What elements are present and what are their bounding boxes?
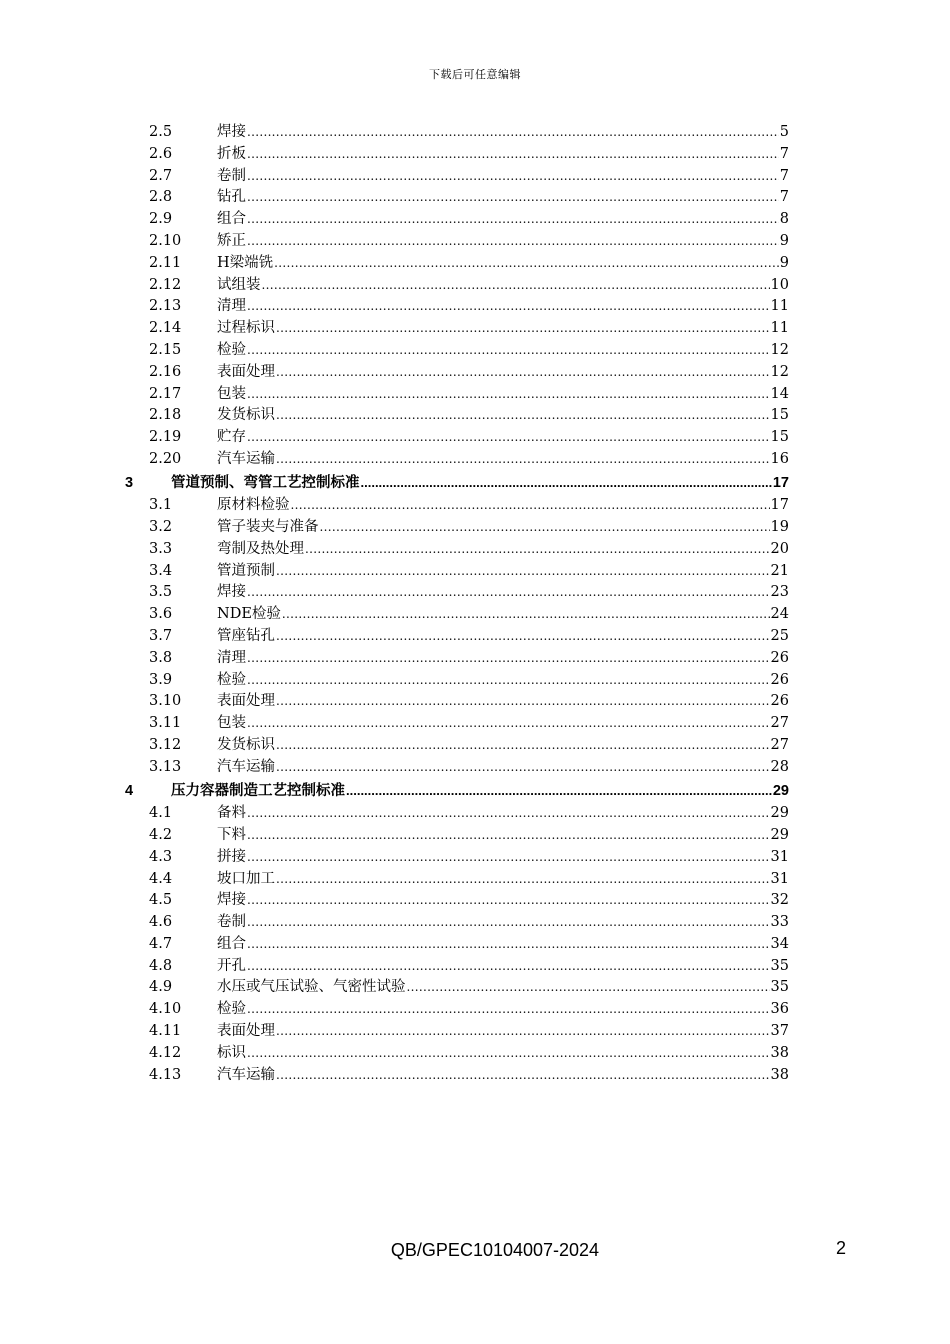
toc-dot-leader xyxy=(247,209,779,231)
toc-dot-leader xyxy=(276,561,770,583)
toc-dot-leader xyxy=(276,757,770,779)
toc-entry-number: 4.9 xyxy=(149,979,173,996)
toc-entry-number: 4.3 xyxy=(149,848,173,865)
document-code: QB/GPEC10104007-2024 xyxy=(390,1240,600,1260)
toc-entry-page: 27 xyxy=(770,715,789,732)
toc-dot-leader xyxy=(276,405,770,427)
toc-section-entry[interactable] xyxy=(125,209,789,231)
toc-dot-leader xyxy=(361,471,772,496)
toc-section-entry[interactable] xyxy=(125,691,789,713)
toc-entry-title: 组合 xyxy=(217,935,246,952)
toc-section-entry[interactable] xyxy=(125,318,789,340)
toc-entry-number: 4.4 xyxy=(149,870,173,887)
toc-entry-page: 31 xyxy=(770,848,789,865)
toc-entry-number: 2.11 xyxy=(149,254,182,271)
toc-dot-leader xyxy=(247,144,779,166)
toc-entry-title: 卷制 xyxy=(217,914,246,931)
toc-section-entry[interactable] xyxy=(125,1065,789,1087)
toc-dot-leader xyxy=(407,977,770,999)
toc-entry-page: 27 xyxy=(770,737,789,754)
toc-entry-page: 26 xyxy=(770,671,789,688)
toc-dot-leader xyxy=(346,779,772,804)
toc-dot-leader xyxy=(247,231,779,253)
toc-entry-page: 25 xyxy=(770,628,789,645)
toc-dot-leader xyxy=(282,604,770,626)
toc-section-entry[interactable] xyxy=(125,934,789,956)
toc-entry-number: 3.2 xyxy=(149,519,173,536)
toc-entry-number: 2.18 xyxy=(149,407,182,424)
toc-entry-title: 标识 xyxy=(217,1044,246,1061)
toc-entry-page: 11 xyxy=(770,298,789,315)
toc-entry-title: 检验 xyxy=(217,341,246,358)
toc-entry-title: 卷制 xyxy=(217,167,246,184)
toc-dot-leader xyxy=(262,275,770,297)
toc-entry-number: 4.10 xyxy=(149,1001,182,1018)
toc-entry-page: 29 xyxy=(770,805,789,822)
toc-section-entry[interactable] xyxy=(125,825,789,847)
toc-entry-title: 包装 xyxy=(217,385,246,402)
toc-entry-page: 32 xyxy=(770,892,789,909)
toc-chapter-entry[interactable] xyxy=(125,779,789,804)
toc-dot-leader xyxy=(247,912,770,934)
toc-dot-leader xyxy=(276,626,770,648)
toc-entry-title: 拼接 xyxy=(217,848,246,865)
toc-entry-page: 35 xyxy=(770,979,789,996)
toc-dot-leader xyxy=(247,956,770,978)
toc-dot-leader xyxy=(247,384,770,406)
toc-entry-title: 管道预制 xyxy=(217,562,275,579)
page-number: 2 xyxy=(835,1238,846,1258)
toc-entry-number: 2.14 xyxy=(149,320,182,337)
toc-entry-number: 2.15 xyxy=(149,341,182,358)
toc-entry-number: 2.12 xyxy=(149,276,182,293)
toc-section-entry[interactable] xyxy=(125,648,789,670)
toc-dot-leader xyxy=(247,934,770,956)
toc-entry-title: 焊接 xyxy=(217,124,246,140)
toc-dot-leader xyxy=(247,582,770,604)
toc-entry-title: 管座钻孔 xyxy=(217,628,275,645)
toc-entry-title: 坡口加工 xyxy=(217,870,275,887)
toc-section-entry[interactable] xyxy=(125,539,789,561)
toc-entry-page: 21 xyxy=(770,562,789,579)
toc-entry-title: 管道预制、弯管工艺控制标准 xyxy=(171,474,360,491)
toc-section-entry[interactable] xyxy=(125,626,789,648)
toc-entry-title: 焊接 xyxy=(217,892,246,909)
toc-entry-number: 2.13 xyxy=(149,298,182,315)
toc-entry-title: 表面处理 xyxy=(217,363,275,380)
toc-section-entry[interactable] xyxy=(125,384,789,406)
toc-section-entry[interactable] xyxy=(125,231,789,253)
toc-entry-page: 17 xyxy=(772,474,789,491)
toc-entry-title: 管子装夹与准备 xyxy=(217,519,319,536)
toc-section-entry[interactable] xyxy=(125,144,789,166)
toc-entry-number: 4.2 xyxy=(149,826,173,843)
toc-dot-leader xyxy=(276,691,770,713)
toc-section-entry[interactable] xyxy=(125,847,789,869)
toc-section-entry[interactable] xyxy=(125,757,789,779)
toc-entry-title: 弯制及热处理 xyxy=(217,540,304,557)
toc-entry-number: 4.6 xyxy=(149,914,173,931)
toc-entry-title: 表面处理 xyxy=(217,693,275,710)
table-of-contents xyxy=(125,122,789,1086)
toc-dot-leader xyxy=(247,648,770,670)
toc-entry-number: 2.5 xyxy=(149,124,173,140)
toc-entry-number: 2.7 xyxy=(149,167,173,184)
toc-entry-page: 29 xyxy=(770,826,789,843)
toc-entry-number: 2.8 xyxy=(149,189,173,206)
toc-section-entry[interactable] xyxy=(125,187,789,209)
toc-entry-number: 3.5 xyxy=(149,584,173,601)
toc-dot-leader xyxy=(276,362,770,384)
toc-entry-page: 11 xyxy=(770,320,789,337)
toc-entry-number: 4.5 xyxy=(149,892,173,909)
toc-entry-page: 35 xyxy=(770,957,789,974)
header-note: 下载后可任意编辑 xyxy=(429,68,521,81)
toc-entry-page: 31 xyxy=(770,870,789,887)
toc-section-entry[interactable] xyxy=(125,340,789,362)
toc-entry-title: 检验 xyxy=(217,671,246,688)
toc-dot-leader xyxy=(276,1021,770,1043)
toc-section-entry[interactable] xyxy=(125,495,789,517)
toc-entry-page: 36 xyxy=(770,1001,789,1018)
toc-dot-leader xyxy=(247,713,770,735)
toc-entry-page: 7 xyxy=(779,145,789,162)
toc-section-entry[interactable] xyxy=(125,670,789,692)
toc-section-entry[interactable] xyxy=(125,166,789,188)
toc-section-entry[interactable] xyxy=(125,735,789,757)
toc-dot-leader xyxy=(247,187,779,209)
toc-section-entry[interactable] xyxy=(125,427,789,449)
toc-section-entry[interactable] xyxy=(125,517,789,539)
toc-entry-number: 4.11 xyxy=(149,1023,182,1040)
toc-entry-title: 钻孔 xyxy=(217,189,246,206)
toc-entry-title: 备料 xyxy=(217,805,246,822)
toc-entry-number: 3.9 xyxy=(149,671,173,688)
toc-dot-leader xyxy=(247,847,770,869)
toc-section-entry[interactable] xyxy=(125,604,789,626)
toc-entry-page: 19 xyxy=(770,519,789,536)
toc-entry-title: 包装 xyxy=(217,715,246,732)
toc-chapter-entry[interactable] xyxy=(125,471,789,496)
toc-dot-leader xyxy=(276,735,770,757)
toc-dot-leader xyxy=(247,1043,770,1065)
toc-dot-leader xyxy=(247,670,770,692)
toc-dot-leader xyxy=(247,999,770,1021)
toc-entry-title: 汽车运输 xyxy=(217,1066,275,1083)
toc-dot-leader xyxy=(276,318,770,340)
toc-entry-title: 焊接 xyxy=(217,584,246,601)
toc-dot-leader xyxy=(247,890,770,912)
toc-section-entry[interactable] xyxy=(125,803,789,825)
toc-entry-number: 3.13 xyxy=(149,758,182,775)
toc-entry-title: 组合 xyxy=(217,211,246,228)
toc-entry-number: 2.6 xyxy=(149,145,173,162)
toc-entry-title: 清理 xyxy=(217,298,246,315)
toc-entry-page: 38 xyxy=(770,1044,789,1061)
toc-section-entry[interactable] xyxy=(125,869,789,891)
toc-entry-number: 2.20 xyxy=(149,450,182,467)
toc-section-entry[interactable] xyxy=(125,912,789,934)
toc-section-entry[interactable] xyxy=(125,713,789,735)
toc-entry-title: 发货标识 xyxy=(217,737,275,754)
toc-section-entry[interactable] xyxy=(125,1021,789,1043)
toc-section-entry[interactable] xyxy=(125,977,789,999)
toc-dot-leader xyxy=(291,495,770,517)
toc-entry-title: 折板 xyxy=(217,145,246,162)
toc-dot-leader xyxy=(276,869,770,891)
toc-entry-page: 29 xyxy=(772,782,789,799)
toc-entry-number: 4.7 xyxy=(149,935,173,952)
toc-section-entry[interactable] xyxy=(125,956,789,978)
toc-entry-page: 10 xyxy=(770,276,789,293)
toc-section-entry[interactable] xyxy=(125,449,789,471)
toc-entry-page: 7 xyxy=(779,189,789,206)
toc-entry-page: 9 xyxy=(779,232,789,249)
toc-entry-page: 9 xyxy=(779,254,789,271)
toc-entry-title: 表面处理 xyxy=(217,1023,275,1040)
toc-entry-page: 33 xyxy=(770,914,789,931)
toc-entry-title: 原材料检验 xyxy=(217,497,290,514)
toc-section-entry[interactable] xyxy=(125,122,789,144)
toc-entry-number: 3.7 xyxy=(149,628,173,645)
toc-entry-title: 过程标识 xyxy=(217,320,275,337)
toc-entry-number: 2.17 xyxy=(149,385,182,402)
toc-entry-number: 4.8 xyxy=(149,957,173,974)
toc-entry-page: 26 xyxy=(770,693,789,710)
toc-entry-page: 34 xyxy=(770,935,789,952)
toc-dot-leader xyxy=(274,253,779,275)
toc-entry-page: 38 xyxy=(770,1066,789,1083)
toc-dot-leader xyxy=(247,296,770,318)
toc-entry-title: 汽车运输 xyxy=(217,758,275,775)
toc-entry-title: 试组装 xyxy=(217,276,261,293)
toc-entry-title: H梁端铣 xyxy=(217,254,274,271)
toc-dot-leader xyxy=(320,517,770,539)
toc-entry-page: 28 xyxy=(770,758,789,775)
toc-entry-page: 24 xyxy=(770,606,789,623)
toc-entry-number: 2.19 xyxy=(149,429,182,446)
toc-entry-title: 下料 xyxy=(217,826,246,843)
toc-entry-number: 3.6 xyxy=(149,606,173,623)
toc-entry-number: 2.9 xyxy=(149,211,173,228)
toc-entry-number: 2.10 xyxy=(149,232,182,249)
toc-section-entry[interactable] xyxy=(125,890,789,912)
toc-section-entry[interactable] xyxy=(125,561,789,583)
toc-entry-number: 4 xyxy=(125,782,134,799)
toc-entry-number: 3.10 xyxy=(149,693,182,710)
toc-dot-leader xyxy=(276,1065,770,1087)
toc-entry-number: 4.12 xyxy=(149,1044,182,1061)
toc-entry-page: 14 xyxy=(770,385,789,402)
toc-section-entry[interactable] xyxy=(125,275,789,297)
toc-entry-number: 3 xyxy=(125,474,134,491)
toc-entry-page: 12 xyxy=(770,341,789,358)
toc-section-entry[interactable] xyxy=(125,405,789,427)
toc-entry-page: 20 xyxy=(770,540,789,557)
toc-entry-page: 15 xyxy=(770,429,789,446)
toc-entry-page: 8 xyxy=(779,211,789,228)
toc-section-entry[interactable] xyxy=(125,999,789,1021)
toc-entry-number: 3.8 xyxy=(149,649,173,666)
toc-dot-leader xyxy=(247,825,770,847)
toc-entry-number: 3.3 xyxy=(149,540,173,557)
toc-entry-number: 3.1 xyxy=(149,497,173,514)
toc-entry-title: 贮存 xyxy=(217,429,246,446)
toc-entry-title: 清理 xyxy=(217,649,246,666)
toc-section-entry[interactable] xyxy=(125,296,789,318)
toc-dot-leader xyxy=(305,539,770,561)
toc-entry-page: 7 xyxy=(779,167,789,184)
toc-entry-page: 37 xyxy=(770,1023,789,1040)
toc-section-entry[interactable] xyxy=(125,1043,789,1065)
toc-entry-page: 23 xyxy=(770,584,789,601)
toc-dot-leader xyxy=(247,427,770,449)
toc-entry-number: 2.16 xyxy=(149,363,182,380)
toc-entry-title: 水压或气压试验、气密性试验 xyxy=(217,979,406,996)
toc-entry-page: 5 xyxy=(779,124,789,140)
toc-entry-number: 3.11 xyxy=(149,715,182,732)
toc-entry-title: 开孔 xyxy=(217,957,246,974)
toc-entry-page: 12 xyxy=(770,363,789,380)
toc-entry-number: 3.4 xyxy=(149,562,173,579)
toc-entry-page: 17 xyxy=(770,497,789,514)
toc-entry-title: NDE检验 xyxy=(217,606,281,623)
toc-entry-number: 3.12 xyxy=(149,737,182,754)
toc-entry-title: 检验 xyxy=(217,1001,246,1018)
toc-section-entry[interactable] xyxy=(125,582,789,604)
toc-dot-leader xyxy=(247,340,770,362)
toc-entry-number: 4.13 xyxy=(149,1066,182,1083)
toc-dot-leader xyxy=(247,803,770,825)
toc-dot-leader xyxy=(247,166,779,188)
toc-section-entry[interactable] xyxy=(125,253,789,275)
toc-entry-page: 16 xyxy=(770,450,789,467)
toc-entry-page: 15 xyxy=(770,407,789,424)
toc-dot-leader xyxy=(247,122,779,144)
toc-dot-leader xyxy=(276,449,770,471)
toc-entry-title: 压力容器制造工艺控制标准 xyxy=(171,782,345,799)
toc-entry-title: 汽车运输 xyxy=(217,450,275,467)
toc-section-entry[interactable] xyxy=(125,362,789,384)
toc-entry-page: 26 xyxy=(770,649,789,666)
toc-entry-title: 发货标识 xyxy=(217,407,275,424)
toc-entry-title: 矫正 xyxy=(217,232,246,249)
toc-entry-number: 4.1 xyxy=(149,805,173,822)
